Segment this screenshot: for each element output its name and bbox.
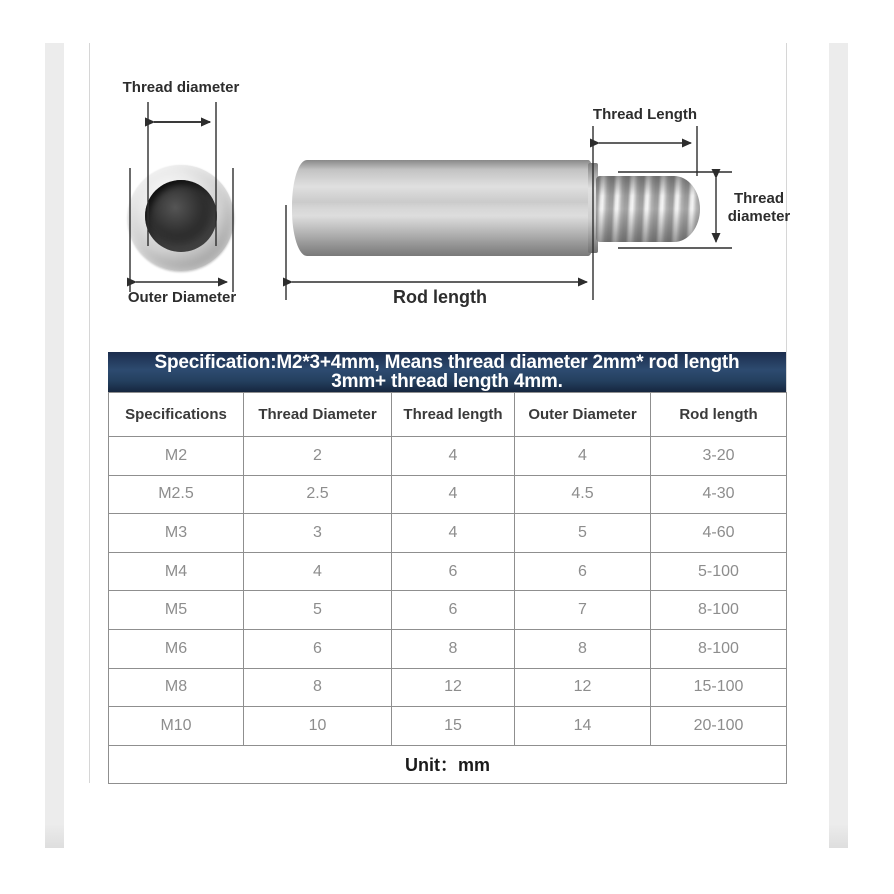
cell: 4 [392,475,515,514]
cell: 8-100 [651,591,787,630]
cell: M8 [109,668,244,707]
page-edge-strip-right [829,43,848,848]
cell: 2 [244,437,392,476]
banner-line2: 3mm+ thread length 4mm. [331,371,563,392]
table-row-m8 [109,668,787,707]
cell: 4 [392,437,515,476]
cell: M10 [109,707,244,746]
cell: 15-100 [651,668,787,707]
cell: M2.5 [109,475,244,514]
cell: M6 [109,629,244,668]
cell: 6 [244,629,392,668]
cell: M5 [109,591,244,630]
cell: 2.5 [244,475,392,514]
specification-table [108,392,787,784]
thread-diameter-side-label [722,190,796,226]
cell: 12 [515,668,651,707]
thread-diameter-side-line2: diameter [727,208,791,225]
cell: 4.5 [515,475,651,514]
cell: 12 [392,668,515,707]
cell: 3-20 [651,437,787,476]
cell: 20-100 [651,707,787,746]
rod-length-label: Rod length [393,287,487,307]
cell: 8 [392,629,515,668]
cell: 10 [244,707,392,746]
cell: 8-100 [651,629,787,668]
table-row-m4 [109,552,787,591]
cell: 6 [515,552,651,591]
standoff-external-thread [596,176,700,242]
table-row-m2 [109,437,787,476]
col-header-outer-diameter: Outer Diameter [515,393,651,437]
cell: M2 [109,437,244,476]
cell: 8 [244,668,392,707]
thread-length-label: Thread Length [592,106,698,123]
unit-note: Unit：mm [109,745,787,783]
page-edge-strip-left [45,43,64,848]
cell: M4 [109,552,244,591]
frame-line-left [89,43,90,783]
table-footer-row [109,745,787,783]
table-header-row [109,393,787,437]
standoff-rod-body [292,160,592,256]
cell: 4 [515,437,651,476]
cell: 4 [244,552,392,591]
specification-banner [108,352,786,392]
cell: M3 [109,514,244,553]
table-row-m10 [109,707,787,746]
cell: 4-30 [651,475,787,514]
cell: 5-100 [651,552,787,591]
thread-diameter-front-label: Thread diameter [122,79,240,96]
cell: 8 [515,629,651,668]
thread-diameter-side-line1: Thread [733,190,784,207]
cell: 7 [515,591,651,630]
cell: 6 [392,591,515,630]
cell: 3 [244,514,392,553]
cell: 6 [392,552,515,591]
cell: 5 [244,591,392,630]
col-header-thread-diameter: Thread Diameter [244,393,392,437]
table-row-m6 [109,629,787,668]
cell: 4-60 [651,514,787,553]
cell: 14 [515,707,651,746]
col-header-specifications: Specifications [109,393,244,437]
cell: 5 [515,514,651,553]
standoff-threaded-hole [145,180,217,252]
table-row-m5 [109,591,787,630]
col-header-rod-length: Rod length [651,393,787,437]
table-row-m3 [109,514,787,553]
banner-line1: Specification:M2*3+4mm, Means thread diameter 2mm* rod length [154,351,740,373]
specification-sheet [108,352,786,784]
table-row-m2-5 [109,475,787,514]
cell: 4 [392,514,515,553]
col-header-thread-length: Thread length [392,393,515,437]
outer-diameter-label: Outer Diameter [127,289,237,306]
cell: 15 [392,707,515,746]
